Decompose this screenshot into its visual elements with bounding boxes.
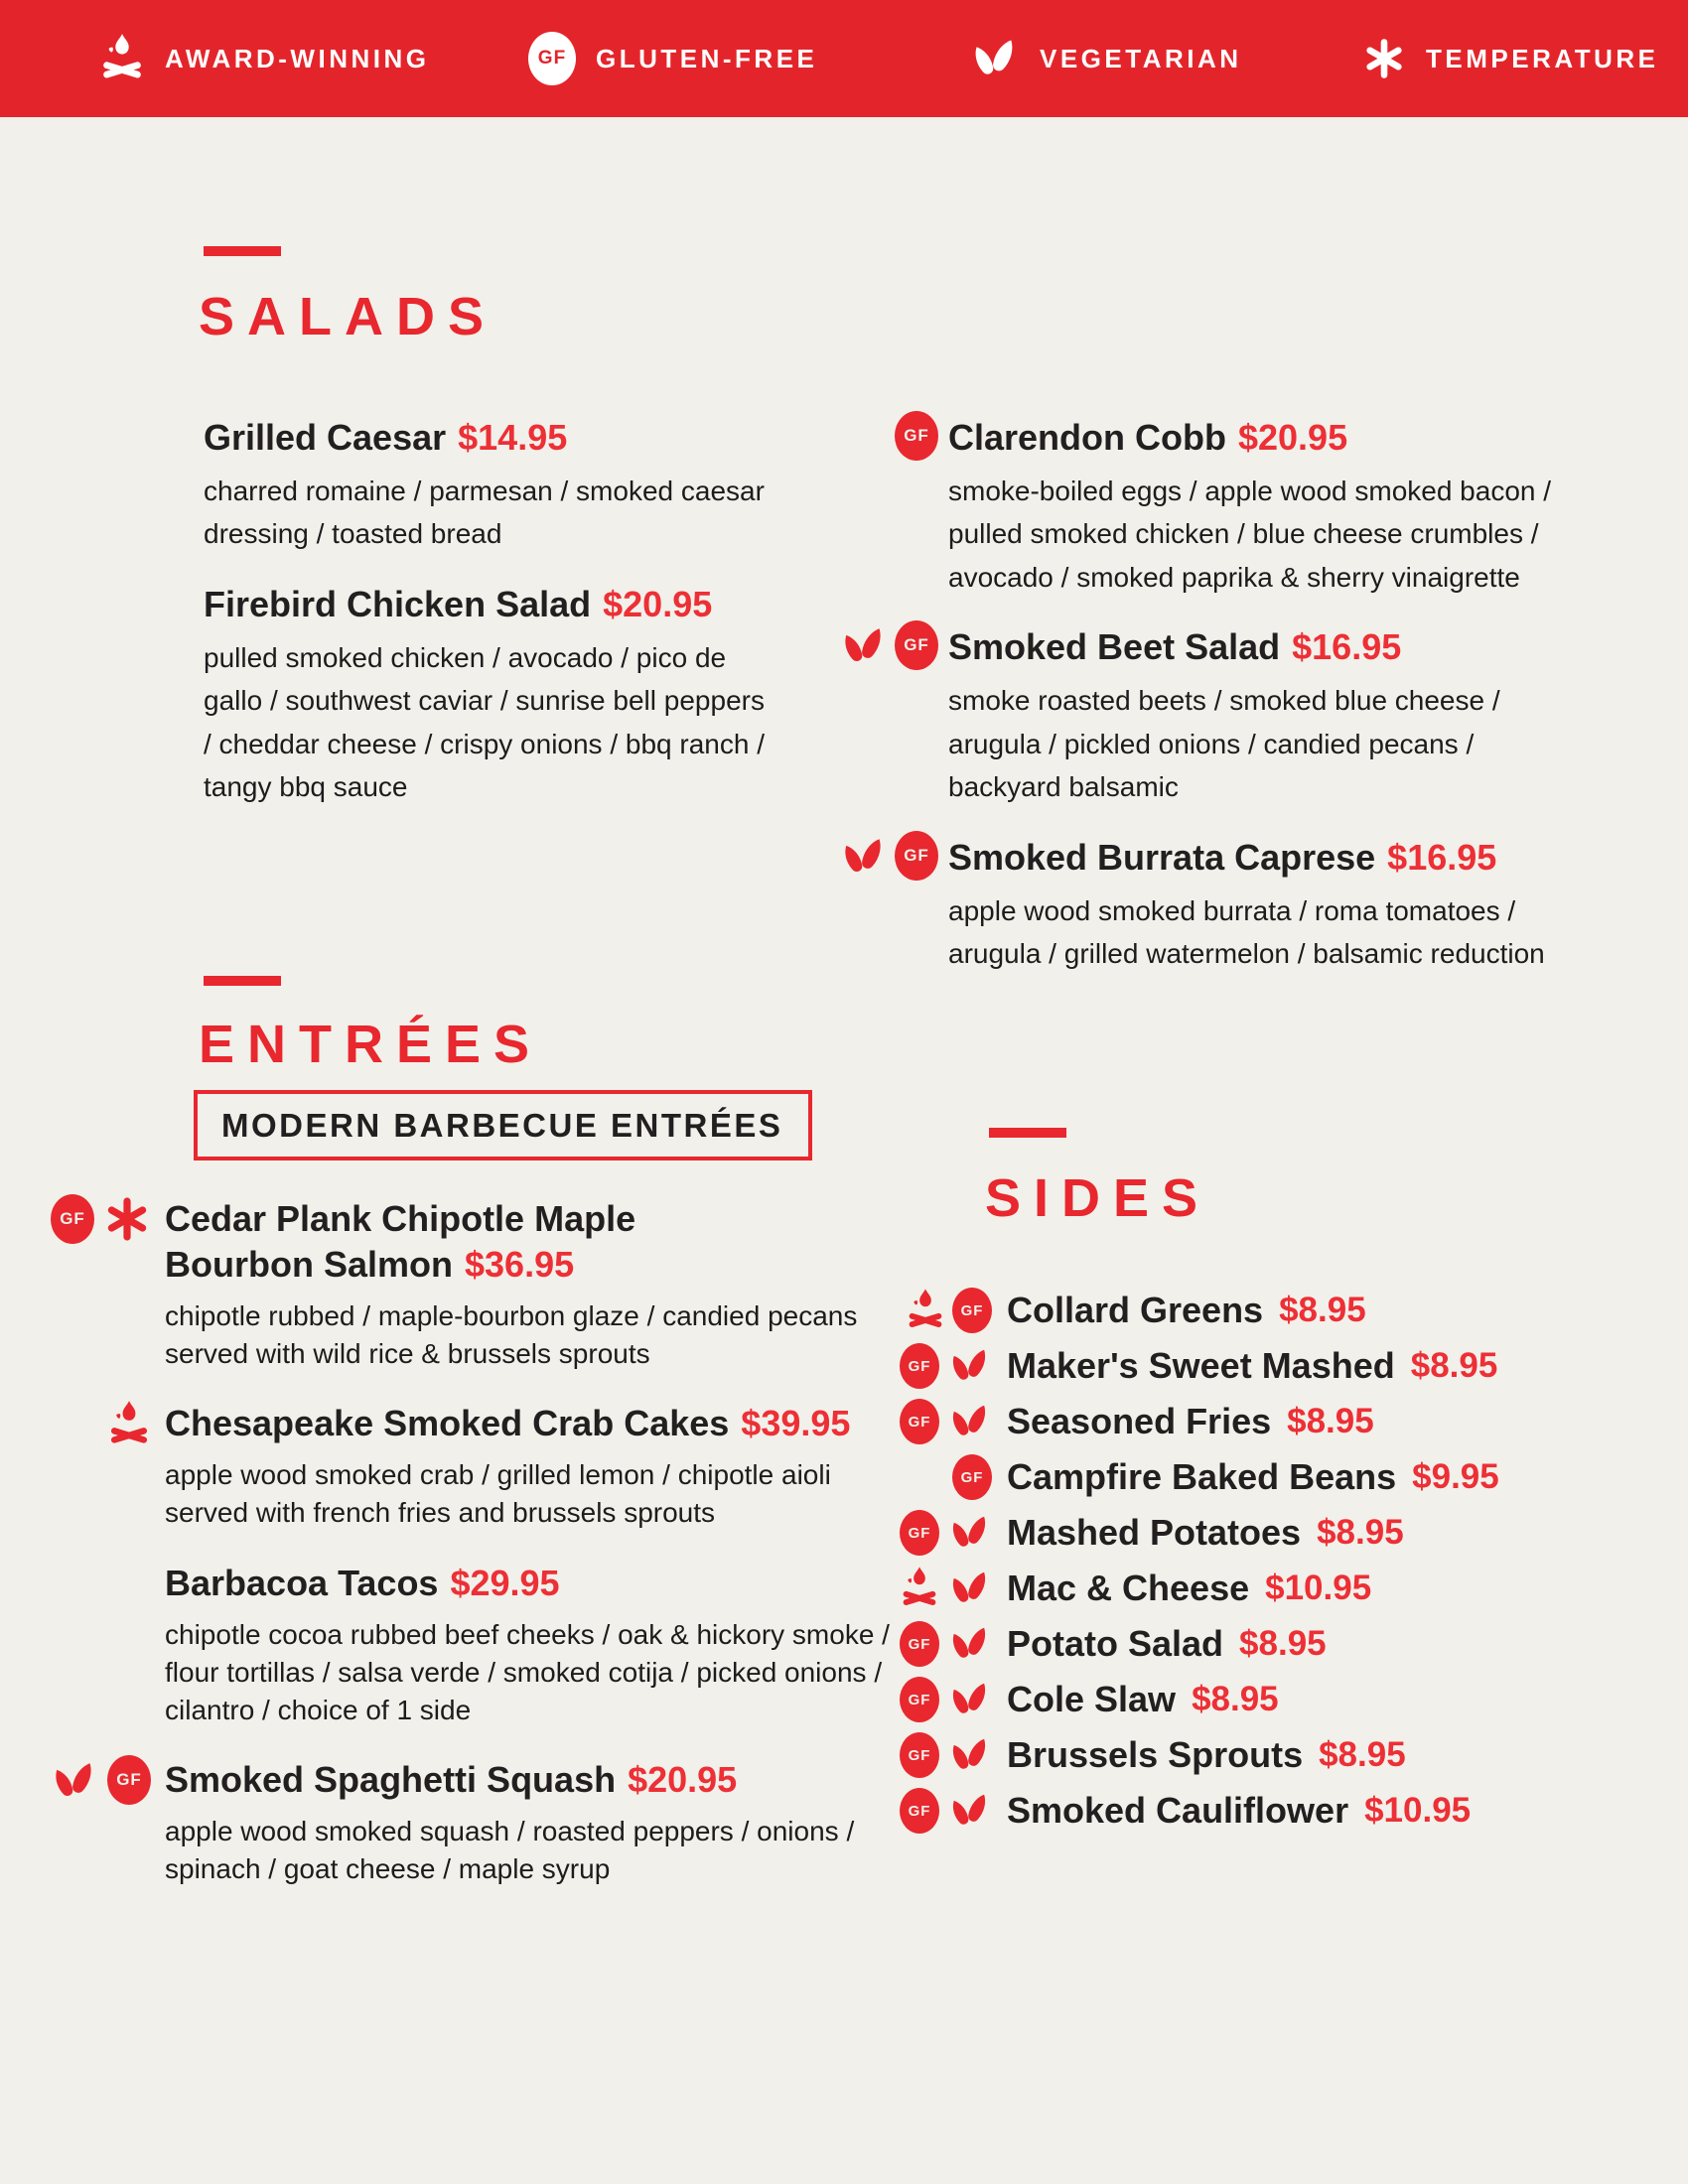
item-icon-gutter (837, 831, 948, 881)
item-name: Cedar Plank Chipotle Maple Bourbon Salmon (165, 1198, 636, 1286)
leaf-icon (946, 1401, 992, 1442)
legend-vegetarian (968, 35, 1242, 82)
campfire-icon (107, 1399, 151, 1450)
side-item-campfire-baked-beans (897, 1449, 1552, 1505)
item-icon-gutter (897, 1343, 992, 1389)
item-price: $20.95 (603, 583, 713, 624)
item-price: $16.95 (1387, 836, 1497, 878)
item-name: Firebird Chicken Salad (204, 583, 592, 624)
leaf-icon (946, 1568, 992, 1609)
legend-label: AWARD-WINNING (165, 43, 430, 73)
item-icon-gutter (897, 1677, 992, 1722)
entrees-list (38, 1196, 890, 1916)
item-description: chipotle rubbed / maple-bourbon glaze / candied pecans (165, 1300, 858, 1332)
item-description: smoke roasted beets / smoked blue cheese / arugula / pickled onions / candied pecans / backyard balsamic (948, 685, 1500, 803)
item-name: Smoked Beet Salad (948, 626, 1281, 668)
item-title (165, 1561, 890, 1606)
item-description: apple wood smoked crab / grilled lemon / chipotle aioli (165, 1459, 831, 1491)
item-name: Clarendon Cobb (948, 417, 1226, 458)
gluten-free-icon: GF (952, 1288, 992, 1333)
item-price: $8.95 (1287, 1402, 1374, 1440)
menu-item-smoked-burrata-caprese (837, 835, 1577, 976)
leaf-icon (946, 1623, 992, 1665)
side-item-brussels-sprouts (897, 1727, 1552, 1783)
item-price: $39.95 (741, 1403, 851, 1444)
item-price: $10.95 (1364, 1791, 1472, 1830)
item-name: Campfire Baked Beans (1007, 1456, 1397, 1497)
item-title (165, 1757, 890, 1803)
side-item-makers-sweet-mashed (897, 1338, 1552, 1394)
item-price: $8.95 (1279, 1291, 1366, 1329)
campfire-icon (906, 1286, 945, 1335)
item-name: Grilled Caesar (204, 417, 447, 458)
item-icon-gutter (897, 1788, 992, 1834)
item-price: $9.95 (1412, 1457, 1499, 1496)
item-price: $8.95 (1410, 1346, 1498, 1385)
item-icon-gutter (837, 411, 948, 461)
side-item-mac-and-cheese (897, 1561, 1552, 1616)
leaf-icon (946, 1679, 992, 1720)
item-title (948, 835, 1577, 881)
gluten-free-icon: GF (895, 411, 938, 461)
item-description: chipotle cocoa rubbed beef cheeks / oak & hickory smoke / flour tortillas / salsa verde / smoked cotija / picked onions / cilantro / choice of 1 side (165, 1618, 890, 1725)
menu-item-barbacoa-tacos (38, 1561, 890, 1729)
gluten-free-icon: GF (895, 620, 938, 670)
item-price: $14.95 (458, 417, 568, 458)
item-price: $36.95 (465, 1244, 575, 1286)
item-name: Chesapeake Smoked Crab Cakes (165, 1403, 730, 1444)
leaf-icon (968, 35, 1020, 82)
leaf-icon (946, 1512, 992, 1554)
item-icon-gutter (897, 1621, 992, 1667)
menu-item-clarendon-cobb (837, 415, 1577, 599)
gluten-free-icon: GF (900, 1732, 939, 1778)
legend-label: TEMPERATURE (1426, 43, 1659, 73)
item-name: Smoked Cauliflower (1007, 1790, 1349, 1831)
item-title (948, 415, 1577, 461)
item-icon-gutter (897, 1399, 992, 1444)
item-description: apple wood smoked squash / roasted peppers / onions / spinach / goat cheese / maple syrup (165, 1815, 855, 1885)
sides-dash (989, 1128, 1066, 1138)
leaf-icon (946, 1790, 992, 1832)
leaf-icon (49, 1758, 98, 1804)
menu-item-smoked-spaghetti-squash (38, 1757, 890, 1888)
leaf-icon (838, 623, 888, 669)
menu-item-crab-cakes (38, 1401, 890, 1532)
item-description-2: served with wild rice & brussels sprouts (165, 1338, 650, 1370)
menu-item-firebird-chicken-salad (204, 582, 765, 809)
side-item-mashed-potatoes (897, 1505, 1552, 1561)
item-price: $8.95 (1319, 1735, 1406, 1774)
item-name: Potato Salad (1007, 1623, 1224, 1664)
item-icon-gutter (897, 1732, 992, 1778)
item-icon-gutter (38, 1755, 165, 1805)
gluten-free-icon: GF (895, 831, 938, 881)
sides-heading: SIDES (985, 1168, 1211, 1228)
item-title (204, 582, 765, 627)
item-name: Maker's Sweet Mashed (1007, 1345, 1395, 1386)
item-name: Collard Greens (1007, 1290, 1264, 1330)
item-title (165, 1196, 741, 1288)
item-description: charred romaine / parmesan / smoked caesar dressing / toasted bread (204, 476, 765, 550)
side-item-collard-greens (897, 1283, 1552, 1338)
side-item-seasoned-fries (897, 1394, 1552, 1449)
item-price: $20.95 (628, 1758, 738, 1800)
side-item-potato-salad (897, 1616, 1552, 1672)
item-name: Mashed Potatoes (1007, 1512, 1302, 1553)
item-title (948, 624, 1577, 670)
side-item-smoked-cauliflower (897, 1783, 1552, 1839)
item-description-2: served with french fries and brussels sprouts (165, 1497, 716, 1529)
item-description: pulled smoked chicken / avocado / pico de gallo / southwest caviar / sunrise bell peppers / cheddar cheese / crispy onions / bbq ranch / tangy bbq sauce (204, 641, 765, 803)
item-price: $8.95 (1317, 1513, 1404, 1552)
item-name: Brussels Sprouts (1007, 1734, 1304, 1775)
gluten-free-icon: GF (900, 1399, 939, 1444)
gluten-free-icon: GF (107, 1755, 151, 1805)
salads-left-column (204, 415, 765, 835)
gluten-free-icon: GF (952, 1454, 992, 1500)
item-icon-gutter (897, 1286, 992, 1335)
item-price: $8.95 (1239, 1624, 1327, 1663)
campfire-icon (900, 1564, 939, 1613)
menu-item-grilled-caesar (204, 415, 765, 556)
menu-item-smoked-beet-salad (837, 624, 1577, 808)
item-name: Smoked Spaghetti Squash (165, 1758, 617, 1800)
item-icon-gutter (837, 620, 948, 670)
entrees-dash (204, 976, 281, 986)
salads-right-column (837, 415, 1577, 1001)
gluten-free-icon: GF (900, 1788, 939, 1834)
item-title (165, 1401, 890, 1446)
legend-temperature (1362, 36, 1658, 81)
item-name: Cole Slaw (1007, 1679, 1177, 1719)
leaf-icon (838, 834, 888, 880)
item-price: $8.95 (1192, 1680, 1279, 1718)
side-item-cole-slaw (897, 1672, 1552, 1727)
item-icon-gutter (38, 1399, 165, 1450)
entrees-subheading-box: MODERN BARBECUE ENTRÉES (194, 1090, 812, 1160)
temperature-asterisk-icon (103, 1194, 151, 1244)
item-name: Seasoned Fries (1007, 1401, 1272, 1441)
legend-label: GLUTEN-FREE (596, 43, 818, 73)
sides-list (897, 1283, 1552, 1839)
asterisk-icon (1362, 36, 1406, 81)
gluten-free-icon: GF (900, 1621, 939, 1667)
item-price: $10.95 (1265, 1569, 1372, 1607)
item-name: Smoked Burrata Caprese (948, 836, 1376, 878)
item-price: $16.95 (1292, 626, 1402, 668)
legend-award-winning (99, 32, 429, 85)
gluten-free-icon: GF (900, 1343, 939, 1389)
entrees-heading: ENTRÉES (199, 1015, 543, 1074)
item-name: Barbacoa Tacos (165, 1562, 439, 1603)
gluten-free-icon: GF (900, 1677, 939, 1722)
item-price: $20.95 (1237, 417, 1348, 458)
legend-banner (0, 0, 1688, 117)
item-description: smoke-boiled eggs / apple wood smoked bacon / pulled smoked chicken / blue cheese crumbles / avocado / smoked paprika & sherry vinaigrette (948, 476, 1552, 593)
item-icon-gutter (897, 1510, 992, 1556)
leaf-icon (946, 1734, 992, 1776)
gluten-free-icon: GF (51, 1194, 94, 1244)
item-price: $29.95 (450, 1562, 560, 1603)
item-name: Mac & Cheese (1007, 1568, 1250, 1608)
salads-heading: SALADS (199, 287, 497, 346)
item-icon-gutter (897, 1564, 992, 1613)
leaf-icon (946, 1345, 992, 1387)
salads-dash (204, 246, 281, 256)
gluten-free-icon: GF (900, 1510, 939, 1556)
gf-badge-icon: GF (528, 32, 576, 85)
legend-label: VEGETARIAN (1040, 43, 1242, 73)
item-description: apple wood smoked burrata / roma tomatoes / arugula / grilled watermelon / balsamic reduction (948, 894, 1545, 969)
item-title (204, 415, 765, 461)
item-icon-gutter (897, 1454, 992, 1500)
campfire-icon (99, 32, 145, 85)
menu-item-cedar-plank-salmon (38, 1196, 890, 1373)
item-icon-gutter (38, 1194, 165, 1244)
legend-gluten-free (528, 32, 817, 85)
